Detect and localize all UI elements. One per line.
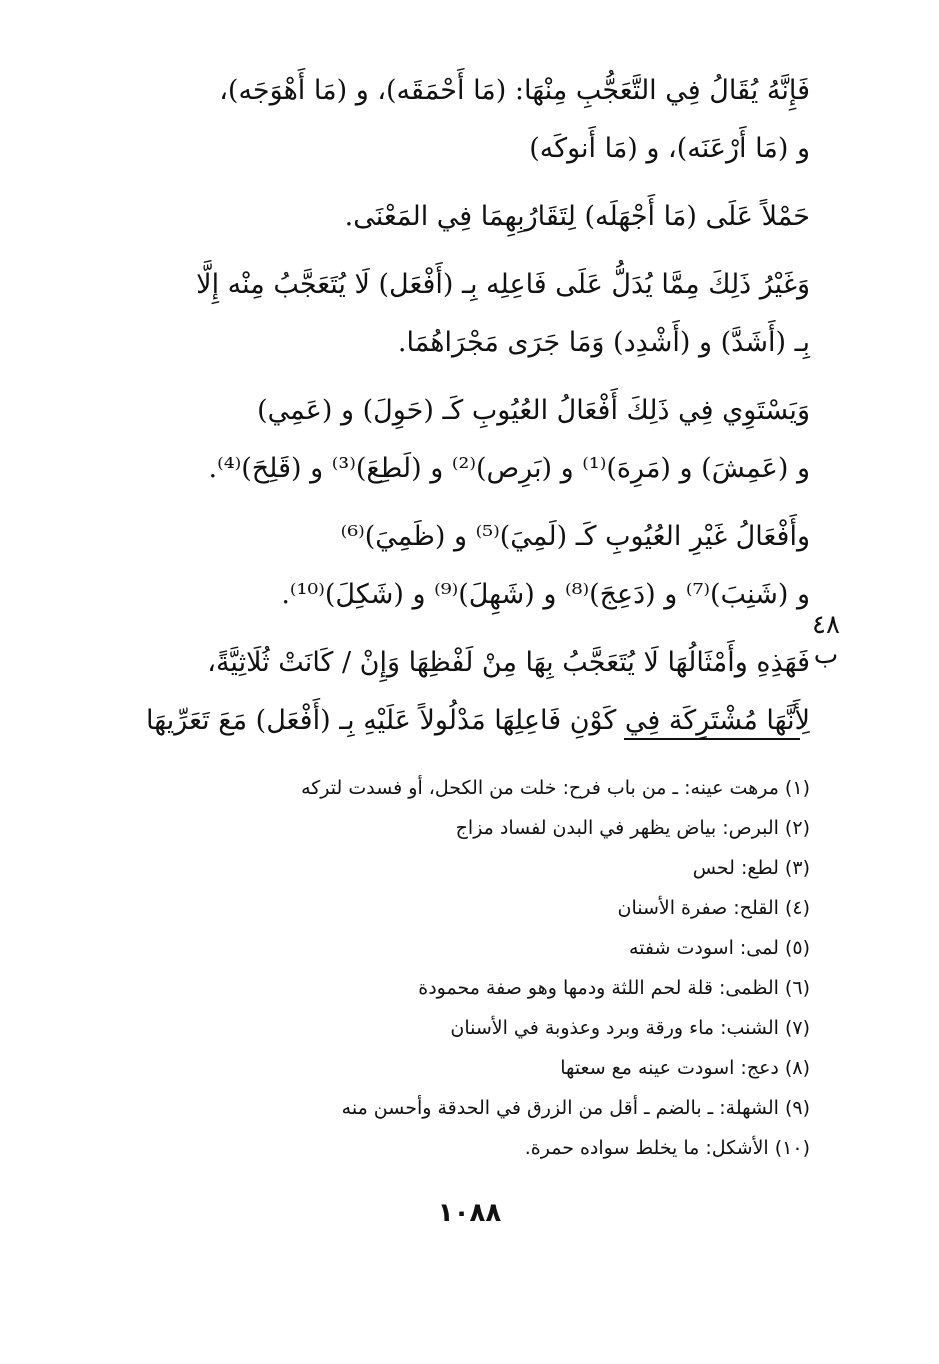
folio-side: ب <box>813 640 839 670</box>
text-line: وأَفْعَالُ غَيْرِ العُيُوبِ كَـ (لَمِيَ)⁽⁵⁾ و (ظَمِيَ)⁽⁶⁾ <box>340 521 810 552</box>
paragraph-5 <box>120 508 810 624</box>
footnote: (٧) الشنب: ماء ورقة وبرد وعذوبة في الأسنان <box>450 1017 810 1039</box>
footnote: (٣) لطع: لحس <box>692 857 810 879</box>
text-line: و (عَمِشَ) و (مَرِهَ)⁽¹⁾ و (بَرِص)⁽²⁾ و (لَطِعَ)⁽³⁾ و (قَلِحَ)⁽⁴⁾. <box>208 453 810 484</box>
footnote: (٢) البرص: بياض يظهر في البدن لفساد مزاج <box>455 817 810 839</box>
footnote: (٩) الشهلة: ـ بالضم ـ أقل من الزرق في الحدقة وأحسن منه <box>341 1097 810 1119</box>
text-line: بِـ (أَشَدَّ) و (أَشْدِد) وَمَا جَرَى مَجْرَاهُمَا. <box>397 327 810 358</box>
text-line: فَهَذِهِ وأَمْثَالُهَا لَا يُتَعَجَّبُ بِهَا مِنْ لَفْظِهَا وَإِنْ / كَانَتْ ثُلَاثِيَّةً، <box>207 647 810 678</box>
text-line: و (مَا أَرْعَنَه)، و (مَا أَنوكَه) <box>529 133 810 164</box>
paragraph-6 <box>120 634 810 750</box>
folio-number: ٤٨ <box>812 610 840 640</box>
manuscript-folio-marker <box>806 610 846 670</box>
main-text <box>120 62 810 760</box>
paragraph-4 <box>120 382 810 498</box>
text-line: فَإِنَّهُ يُقَالُ فِي التَّعَجُّبِ مِنْهَا: (مَا أَحْمَقَه)، و (مَا أَهْوَجَه)، <box>219 75 810 106</box>
text-line: حَمْلاً عَلَى (مَا أَجْهَلَه) لِتَقَارُبِهِمَا فِي المَعْنَى. <box>344 201 810 232</box>
footnote: (٤) القلح: صفرة الأسنان <box>617 897 810 919</box>
footnote: (٥) لمى: اسودت شفته <box>629 937 810 959</box>
footnote-separator <box>624 738 800 740</box>
text-line: و (شَنِبَ)⁽⁷⁾ و (دَعِجَ)⁽⁸⁾ و (شَهِلَ)⁽⁹⁾ و (شَكِلَ)⁽¹⁰⁾. <box>281 579 810 610</box>
text-line: وَغَيْرُ ذَلِكَ مِمَّا يُدَلُّ عَلَى فَاعِلِه بِـ (أَفْعَل) لَا يُتَعَجَّبُ مِنْه إِلَّا <box>196 269 810 300</box>
footnotes <box>160 768 810 1168</box>
paragraph-2 <box>120 188 810 246</box>
paragraph-3 <box>120 256 810 372</box>
footnote: (٦) الظمى: قلة لحم اللثة ودمها وهو صفة محمودة <box>418 977 810 999</box>
text-line: لِأَنَّهَا مُشْتَرِكَة فِي كَوْنِ فَاعِلِهَا مَدْلُولاً عَلَيْهِ بِـ (أَفْعَل) مَعَ تَعَرِّيهَا <box>146 705 810 736</box>
footnote: (٨) دعج: اسودت عينه مع سعتها <box>560 1057 810 1079</box>
page-number: ١٠٨٨ <box>437 1198 502 1228</box>
footnote: (١) مرهت عينه: ـ من باب فرح: خلت من الكحل، أو فسدت لتركه <box>301 777 810 799</box>
paragraph-1 <box>120 62 810 178</box>
footnote: (١٠) الأشكل: ما يخلط سواده حمرة. <box>524 1137 810 1159</box>
text-line: وَيَسْتَوِي فِي ذَلِكَ أَفْعَالُ العُيُوبِ كَـ (حَوِلَ) و (عَمِي) <box>257 395 810 426</box>
